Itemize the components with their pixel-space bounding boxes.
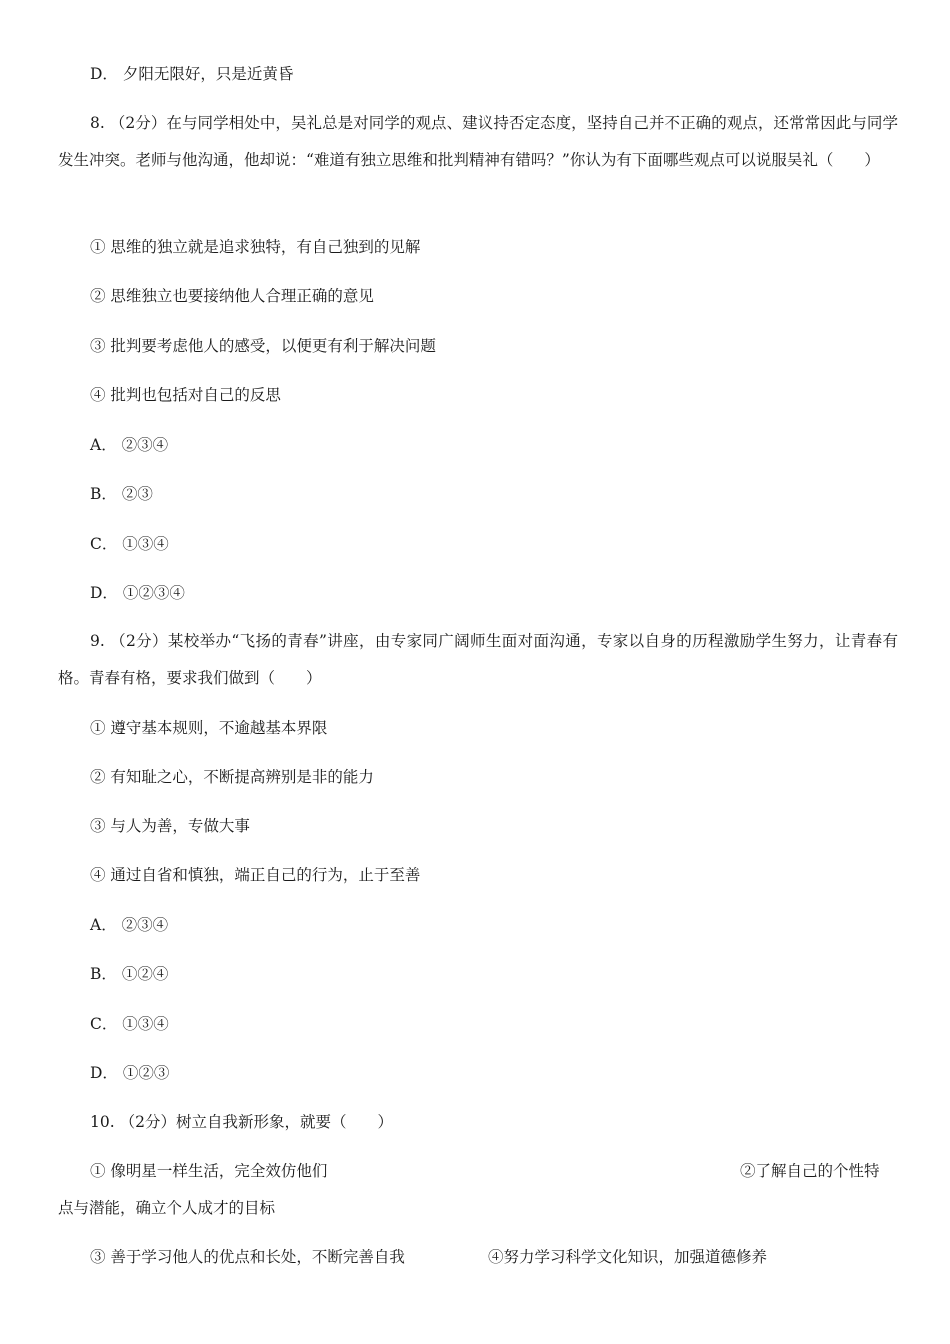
q8-statement-1: ① 思维的独立就是追求独特，有自己独到的见解 [90, 238, 421, 256]
q9-statement-2: ② 有知耻之心，不断提高辨别是非的能力 [90, 768, 374, 786]
q10-stem: 10. （2分）树立自我新形象，就要（ ） [90, 1113, 393, 1131]
q8-statement-4: ④ 批判也包括对自己的反思 [90, 386, 281, 404]
q10-statement-2-end: 点与潜能，确立个人成才的目标 [58, 1199, 276, 1217]
q10-statement-1: ① 像明星一样生活，完全效仿他们 [90, 1162, 328, 1180]
q9-statement-1: ① 遵守基本规则，不逾越基本界限 [90, 719, 328, 737]
q9-statement-4: ④ 通过自省和慎独，端正自己的行为，止于至善 [90, 866, 421, 884]
q9-stem: 9. （2分）某校举办“飞扬的青春”讲座，由专家同广阔师生面对面沟通，专家以自身的历程激励学生努力，让青春有格。青春有格，要求我们做到（ ） [58, 632, 898, 687]
q8-option-a: A． ②③④ [90, 436, 169, 454]
q10-statement-2-start: ②了解自己的个性特 [740, 1162, 880, 1180]
q9-option-a: A． ②③④ [90, 916, 169, 934]
q8-option-c: C． ①③④ [90, 535, 169, 553]
q8-stem: 8. （2分）在与同学相处中，吴礼总是对同学的观点、建议持否定态度，坚持自己并不正确的观点，还常常因此与同学发生冲突。老师与他沟通，他却说：“难道有独立思维和批判精神有错吗？”你认为有下面哪些观点可以说服吴礼（ ） [58, 114, 898, 169]
q9-option-b: B． ①②④ [90, 965, 169, 983]
q9-statement-3: ③ 与人为善，专做大事 [90, 817, 250, 835]
q9-option-d: D． ①②③ [90, 1064, 170, 1082]
q10-statement-3: ③ 善于学习他人的优点和长处，不断完善自我 [90, 1248, 405, 1266]
q8-option-b: B． ②③ [90, 485, 153, 503]
q7-option-d: D． 夕阳无限好，只是近黄昏 [90, 65, 294, 83]
q8-statement-3: ③ 批判要考虑他人的感受，以便更有利于解决问题 [90, 337, 436, 355]
q10-statement-4: ④努力学习科学文化知识，加强道德修养 [488, 1248, 768, 1266]
q9-option-c: C． ①③④ [90, 1015, 169, 1033]
q8-option-d: D． ①②③④ [90, 584, 185, 602]
q8-statement-2: ② 思维独立也要接纳他人合理正确的意见 [90, 287, 374, 305]
